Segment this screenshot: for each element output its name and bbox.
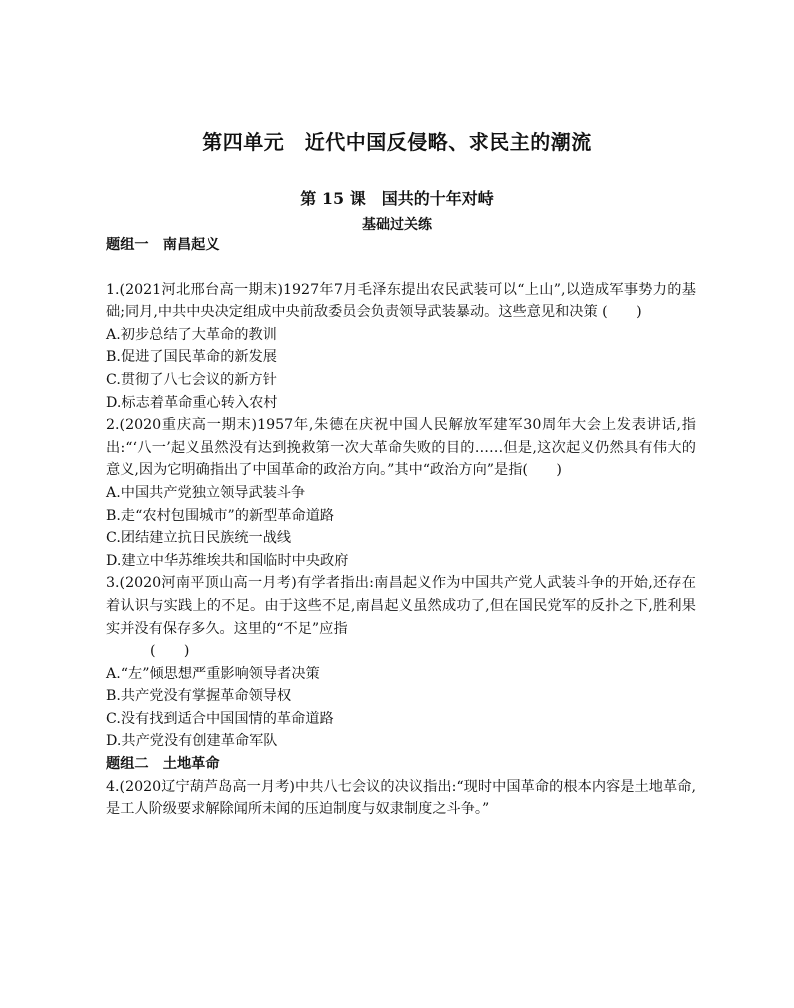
- group-heading-1: 题组一 南昌起义: [106, 237, 220, 253]
- question-stem: 3.(2020河南平顶山高一月考)有学者指出:南昌起义作为中国共产党人武装斗争的开始,还存在着认识与实践上的不足。由于这些不足,南昌起义虽然成功了,但在国民党军的反扑之下,胜利果实并没有保存多久。这里的“不足”应指: [106, 575, 696, 637]
- unit-title: 第四单元 近代中国反侵略、求民主的潮流: [202, 130, 592, 154]
- section-title: 基础过关练: [362, 217, 432, 233]
- answer-blank: ( ): [150, 643, 190, 660]
- option-c: C.团结建立抗日民族统一战线: [106, 530, 292, 547]
- option-d: D.标志着革命重心转入农村: [106, 394, 278, 411]
- question-2: [106, 414, 696, 572]
- question-1: [106, 279, 696, 415]
- option-c: C.贯彻了八七会议的新方针: [106, 371, 277, 388]
- option-b: B.走“农村包围城市”的新型革命道路: [106, 507, 335, 524]
- option-a: A.初步总结了大革命的教训: [106, 326, 277, 343]
- option-b: B.共产党没有掌握革命领导权: [106, 688, 292, 705]
- option-a: A.中国共产党独立领导武装斗争: [106, 484, 306, 501]
- question-stem: 1.(2021河北邢台高一期末)1927年7月毛泽东提出农民武装可以“上山”,以造成军事势力的基础;同月,中共中央决定组成中央前敌委员会负责领导武装暴动。这些意见和决策 ( ): [106, 281, 696, 321]
- group-heading-2: 题组二 土地革命: [106, 756, 220, 773]
- option-a: A.“左”倾思想严重影响领导者决策: [106, 665, 320, 682]
- option-d: D.共产党没有创建革命军队: [106, 733, 278, 750]
- question-4: [106, 776, 696, 821]
- spacer: [106, 257, 696, 279]
- option-d: D.建立中华苏维埃共和国临时中央政府: [106, 552, 349, 569]
- question-content: [106, 234, 696, 821]
- question-stem: 2.(2020重庆高一期末)1957年,朱德在庆祝中国人民解放军建军30周年大会上发表讲话,指出:“‘八一’起义虽然没有达到挽救第一次大革命失败的目的……但是,这次起义仍然具有伟大的意义,因为它明确指出了中国革命的政治方向。”其中“政治方向”是指( ): [106, 417, 696, 479]
- option-c: C.没有找到适合中国国情的革命道路: [106, 710, 334, 727]
- question-3: [106, 572, 696, 753]
- lesson-title: 第 15 课 国共的十年对峙: [300, 189, 494, 208]
- option-b: B.促进了国民革命的新发展: [106, 349, 277, 366]
- question-stem: 4.(2020辽宁葫芦岛高一月考)中共八七会议的决议指出:“现时中国革命的根本内容是土地革命,是工人阶级要求解除闻所未闻的压迫制度与奴隶制度之斗争。”: [106, 778, 696, 818]
